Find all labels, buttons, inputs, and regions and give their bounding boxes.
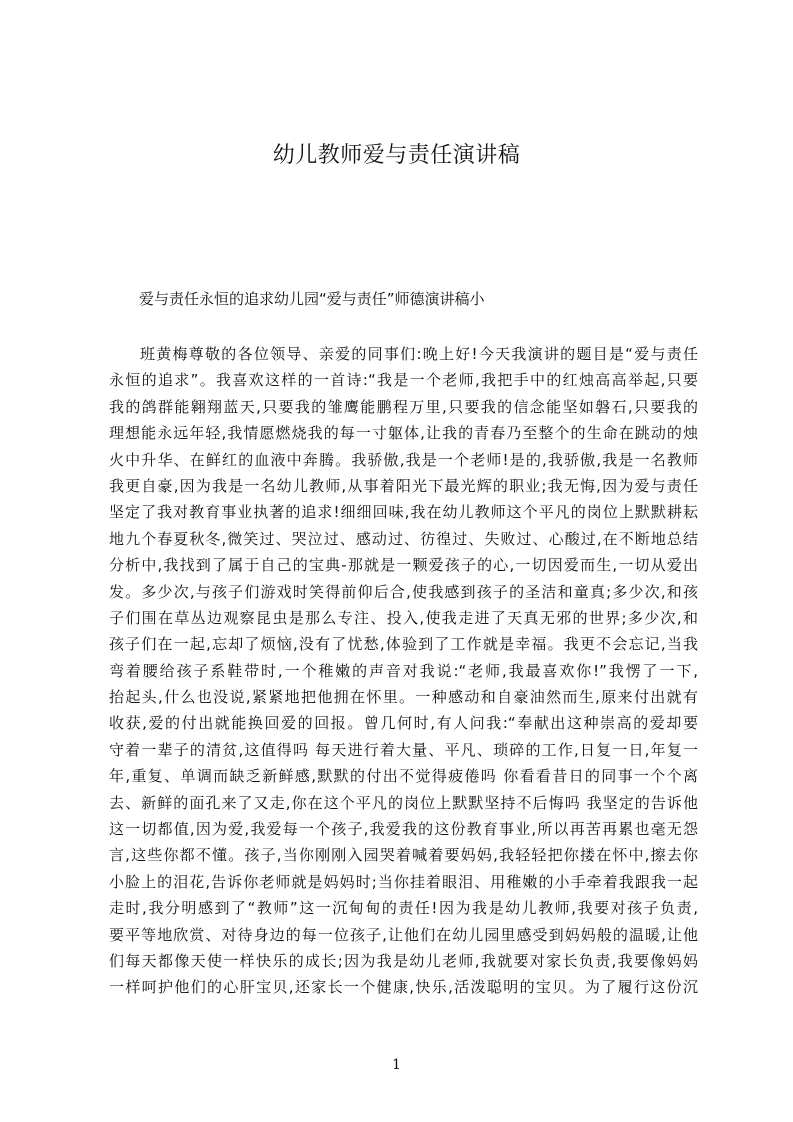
body-line: 一样呵护他们的心肝宝贝,还家长一个健康,快乐,活泼聪明的宝贝。为了履行这份沉 [109,978,698,997]
body-line: 要平等地欣赏、对待身边的每一位孩子,让他们在幼儿园里感受到妈妈般的温暖,让他 [109,925,698,944]
body-line: 走时,我分明感到了“教师”这一沉甸甸的责任!因为我是幼儿教师,我要对孩子负责, [109,899,698,918]
body-line: 发。多少次,与孩子们游戏时笑得前仰后合,使我感到孩子的圣洁和童真;多少次,和孩 [109,582,698,601]
body-line: 坚定了我对教育事业执著的追求!细细回味,我在幼儿教师这个平凡的岗位上默默耕耘 [109,503,698,522]
body-line: 年,重复、单调而缺乏新鲜感,默默的付出不觉得疲倦吗 你看看昔日的同事一个个离 [109,767,698,786]
body-line: 子们围在草丛边观察昆虫是那么专注、投入,使我走进了天真无邪的世界;多少次,和 [109,608,698,627]
body-line: 我更自豪,因为我是一名幼儿教师,从事着阳光下最光辉的职业;我无悔,因为爱与责任 [109,476,698,495]
body-line: 这一切都值,因为爱,我爱每一个孩子,我爱我的这份教育事业,所以再苦再累也毫无怨 [109,820,698,839]
body-paragraph [109,341,698,1001]
body-line: 言,这些你都不懂。孩子,当你刚刚入园哭着喊着要妈妈,我轻轻把你搂在怀中,擦去你 [109,846,698,865]
body-line: 守着一辈子的清贫,这值得吗 每天进行着大量、平凡、琐碎的工作,日复一日,年复一 [109,740,698,759]
body-line: 理想能永远年轻,我情愿燃烧我的每一寸躯体,让我的青春乃至整个的生命在跳动的烛 [109,424,698,443]
document-subtitle: 爱与责任永恒的追求幼儿园“爱与责任”师德演讲稿小 [139,290,485,308]
body-line: 弯着腰给孩子系鞋带时,一个稚嫩的声音对我说:“老师,我最喜欢你!”我愣了一下, [109,661,698,680]
body-line: 地九个春夏秋冬,微笑过、哭泣过、感动过、彷徨过、失败过、心酸过,在不断地总结 [109,529,698,548]
body-line: 小脸上的泪花,告诉你老师就是妈妈时;当你挂着眼泪、用稚嫩的小手牵着我跟我一起 [109,872,698,891]
body-line: 孩子们在一起,忘却了烦恼,没有了忧愁,体验到了工作就是幸福。我更不会忘记,当我 [109,635,698,654]
page-number: 1 [392,1057,401,1073]
body-line: 们每天都像天使一样快乐的成长;因为我是幼儿老师,我就要对家长负责,我要像妈妈 [109,951,698,970]
body-line: 班黄梅尊敬的各位领导、亲爱的同事们:晚上好!今天我演讲的题目是“爱与责任 [140,345,698,363]
document-title: 幼儿教师爱与责任演讲稿 [272,143,521,168]
body-line: 抬起头,什么也没说,紧紧地把他拥在怀里。一种感动和自豪油然而生,原来付出就有 [109,688,698,707]
body-line: 去、新鲜的面孔来了又走,你在这个平凡的岗位上默默坚持不后悔吗 我坚定的告诉他 [109,793,698,812]
body-line: 收获,爱的付出就能换回爱的回报。曾几何时,有人问我:“奉献出这种崇高的爱却要 [109,714,698,733]
body-line: 永恒的追求”。我喜欢这样的一首诗:“我是一个老师,我把手中的红烛高高举起,只要 [109,371,698,390]
body-line: 火中升华、在鲜红的血液中奔腾。我骄傲,我是一个老师!是的,我骄傲,我是一名教师 [109,450,698,469]
body-line: 分析中,我找到了属于自己的宝典-那就是一颗爱孩子的心,一切因爱而生,一切从爱出 [109,556,698,575]
body-line: 我的鸽群能翱翔蓝天,只要我的雏鹰能鹏程万里,只要我的信念能坚如磐石,只要我的 [109,397,698,416]
